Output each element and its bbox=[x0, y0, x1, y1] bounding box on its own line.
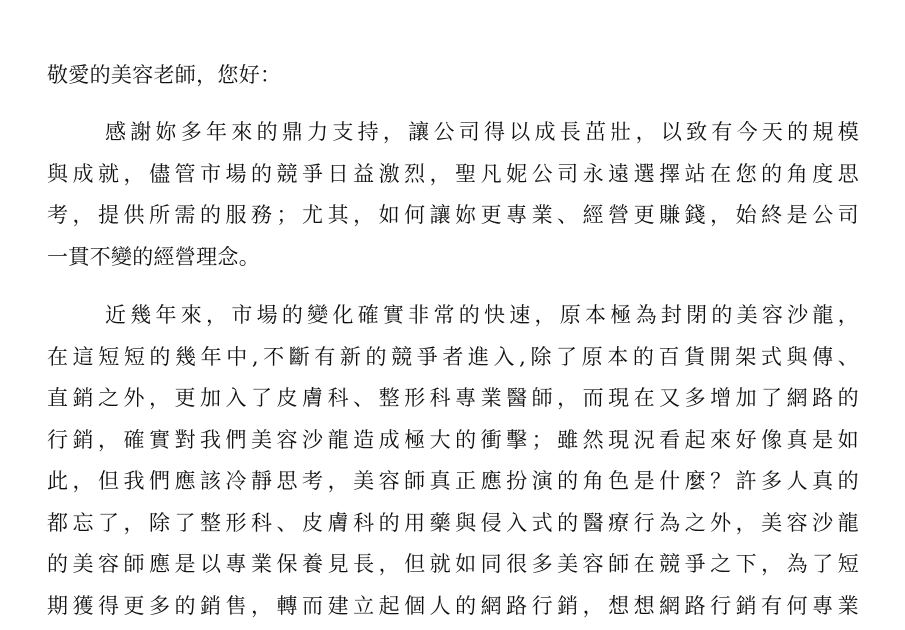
paragraph-line: 此，但我們應該冷靜思考，美容師真正應扮演的角色是什麼？許多人真的 bbox=[47, 469, 859, 493]
paragraph-line: 與成就，儘管市場的競爭日益激烈，聖凡妮公司永遠選擇站在您的角度思 bbox=[47, 162, 859, 186]
paragraph-line: 期獲得更多的銷售，轉而建立起個人的網路行銷，想想網路行銷有何專業 bbox=[47, 594, 859, 618]
paragraph-line: 都忘了，除了整形科、皮膚科的用藥與侵入式的醫療行為之外，美容沙龍 bbox=[47, 511, 859, 535]
paragraph-line: 感謝妳多年來的鼎力支持，讓公司得以成長茁壯，以致有今天的規模 bbox=[105, 120, 859, 144]
paragraph-line: 行銷，確實對我們美容沙龍造成極大的衝擊；雖然現況看起來好像真是如 bbox=[47, 428, 859, 452]
paragraph-line: 直銷之外，更加入了皮膚科、整形科專業醫師，而現在又多增加了網路的 bbox=[47, 386, 859, 410]
paragraph-line: 在這短短的幾年中,不斷有新的競爭者進入,除了原本的百貨開架式與傳、 bbox=[47, 345, 859, 369]
paragraph-line: 的美容師應是以專業保養見長，但就如同很多美容師在競爭之下，為了短 bbox=[47, 552, 859, 576]
greeting-line: 敬愛的美容老師，您好： bbox=[47, 63, 282, 87]
paragraph-line: 近幾年來，市場的變化確實非常的快速，原本極為封閉的美容沙龍， bbox=[105, 303, 859, 327]
paragraph-line: 考，提供所需的服務；尤其，如何讓妳更專業、經營更賺錢，始終是公司 bbox=[47, 203, 859, 227]
paragraph-line: 一貫不變的經營理念。 bbox=[47, 245, 260, 269]
